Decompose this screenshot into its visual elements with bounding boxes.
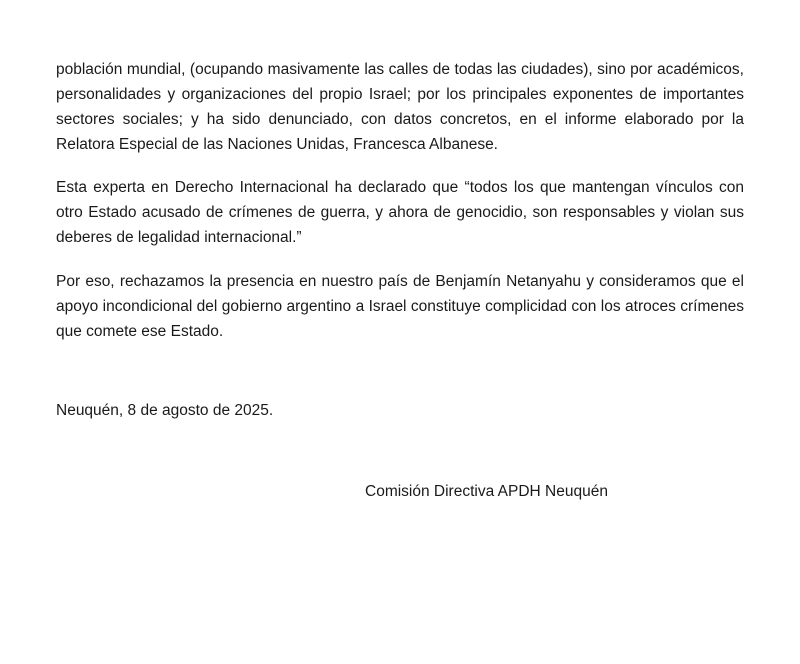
paragraph-3: Por eso, rechazamos la presencia en nuestro país de Benjamín Netanyahu y consideramos que el apoyo incondicional del gobierno argentino a Israel constituye complicidad con los atroces crímenes que comete ese Estado. xyxy=(56,273,744,340)
signature: Comisión Directiva APDH Neuquén xyxy=(365,483,608,500)
place-and-date: Neuquén, 8 de agosto de 2025. xyxy=(56,402,274,419)
paragraph-1: población mundial, (ocupando masivamente las calles de todas las ciudades), sino por académicos, personalidades y organizaciones del propio Israel; por los principales exponentes de importantes sectores sociales; y ha sido denunciado, con datos concretos, en el informe elaborado por la Relatora Especial de las Naciones Unidas, Francesca Albanese. xyxy=(56,61,744,153)
paragraph-2: Esta experta en Derecho Internacional ha declarado que “todos los que mantengan vínculos con otro Estado acusado de crímenes de guerra, y ahora de genocidio, son responsables y violan sus deberes de legalidad internacional.” xyxy=(56,179,744,246)
